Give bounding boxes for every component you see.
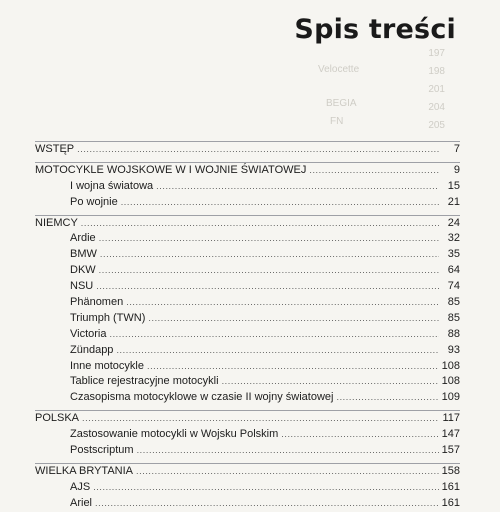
toc-entry-page-number: 21 xyxy=(447,195,460,208)
toc-entry-label: WIELKA BRYTANIA xyxy=(35,464,134,477)
toc-subentry xyxy=(35,247,460,263)
dot-leader xyxy=(93,480,438,495)
toc-entry-label: Ariel xyxy=(70,496,93,509)
toc-entry-page-number: 161 xyxy=(441,480,460,493)
toc-entry-label: WSTĘP xyxy=(35,143,75,155)
toc-entry-page-number: 15 xyxy=(447,179,460,192)
toc-subentry xyxy=(35,279,460,295)
toc-subentry xyxy=(35,343,460,359)
dot-leader xyxy=(281,427,438,442)
dot-leader xyxy=(99,263,439,278)
toc-subentry xyxy=(35,496,460,512)
toc-subentry xyxy=(35,295,460,311)
toc-entry-label: Zastosowanie motocykli w Wojsku Polskim xyxy=(70,428,279,441)
dot-leader xyxy=(99,231,439,246)
dot-leader xyxy=(121,195,439,210)
toc-section-entry xyxy=(35,141,460,158)
dot-leader xyxy=(136,464,439,479)
table-of-contents xyxy=(35,141,460,512)
dot-leader xyxy=(77,142,439,157)
toc-subentry xyxy=(35,480,460,496)
toc-entry-page-number: 158 xyxy=(441,464,460,477)
dot-leader xyxy=(96,279,439,294)
toc-entry-label: BMW xyxy=(70,248,97,261)
toc-entry-page-number: 109 xyxy=(441,391,460,404)
toc-entry-page-number: 88 xyxy=(447,327,460,340)
toc-entry-page-number: 35 xyxy=(447,248,460,261)
toc-section-entry xyxy=(35,463,460,480)
toc-entry-label: Victoria xyxy=(70,327,107,340)
dot-leader xyxy=(82,411,439,426)
toc-section-entry xyxy=(35,215,460,232)
toc-subentry xyxy=(35,327,460,343)
toc-entry-label: I wojna światowa xyxy=(70,179,154,192)
toc-entry-page-number: 147 xyxy=(441,428,460,441)
dot-leader xyxy=(109,327,439,342)
toc-subentry xyxy=(35,311,460,327)
toc-entry-label: MOTOCYKLE WOJSKOWE W I WOJNIE ŚWIATOWEJ xyxy=(35,163,307,176)
toc-subentry xyxy=(35,195,460,211)
toc-entry-page-number: 9 xyxy=(453,163,460,176)
toc-entry-page-number: 74 xyxy=(447,280,460,293)
toc-subentry xyxy=(35,231,460,247)
toc-subentry xyxy=(35,263,460,279)
toc-subentry xyxy=(35,359,460,375)
toc-entry-page-number: 24 xyxy=(447,216,460,229)
toc-entry-label: Czasopisma motocyklowe w czasie II wojny światowej xyxy=(70,391,334,404)
dot-leader xyxy=(147,359,439,374)
toc-entry-label: Tablice rejestracyjne motocykli xyxy=(70,375,219,388)
toc-entry-label: Phänomen xyxy=(70,296,124,309)
toc-entry-page-number: 64 xyxy=(447,264,460,277)
toc-entry-page-number: 85 xyxy=(447,296,460,309)
dot-leader xyxy=(95,496,439,511)
toc-subentry xyxy=(35,443,460,459)
dot-leader xyxy=(137,443,439,458)
toc-section-entry xyxy=(35,410,460,427)
toc-entry-label: AJS xyxy=(70,480,91,493)
toc-entry-page-number: 7 xyxy=(453,143,460,155)
dot-leader xyxy=(336,390,438,405)
toc-entry-label: NIEMCY xyxy=(35,216,78,229)
toc-entry-label: POLSKA xyxy=(35,412,80,425)
toc-subentry xyxy=(35,390,460,406)
toc-entry-label: Triumph (TWN) xyxy=(70,311,146,324)
toc-entry-page-number: 157 xyxy=(441,444,460,457)
bleed-through-text: 197 198 201 204 205 Velocette BEGIA FN xyxy=(318,48,445,131)
toc-entry-label: NSU xyxy=(70,280,94,293)
page-title: Spis treści xyxy=(294,14,456,45)
dot-leader xyxy=(126,295,439,310)
toc-subentry xyxy=(35,374,460,390)
toc-entry-page-number: 161 xyxy=(441,496,460,509)
toc-entry-label: Ardie xyxy=(70,232,96,245)
dot-leader xyxy=(309,163,439,178)
dot-leader xyxy=(116,343,439,358)
toc-entry-label: Po wojnie xyxy=(70,195,118,208)
dot-leader xyxy=(100,247,439,262)
toc-entry-label: Postscriptum xyxy=(70,444,134,457)
toc-subentry xyxy=(35,179,460,195)
dot-leader xyxy=(156,179,439,194)
toc-entry-page-number: 108 xyxy=(441,375,460,388)
dot-leader xyxy=(222,374,439,389)
dot-leader xyxy=(148,311,439,326)
toc-entry-page-number: 32 xyxy=(447,232,460,245)
toc-entry-label: Zündapp xyxy=(70,343,114,356)
toc-entry-page-number: 108 xyxy=(441,359,460,372)
toc-entry-page-number: 117 xyxy=(442,412,460,425)
toc-entry-label: Inne motocykle xyxy=(70,359,144,372)
dot-leader xyxy=(81,216,439,231)
toc-subentry xyxy=(35,427,460,443)
toc-entry-page-number: 93 xyxy=(447,343,460,356)
toc-section-entry xyxy=(35,162,460,179)
toc-entry-page-number: 85 xyxy=(447,311,460,324)
toc-entry-label: DKW xyxy=(70,264,96,277)
